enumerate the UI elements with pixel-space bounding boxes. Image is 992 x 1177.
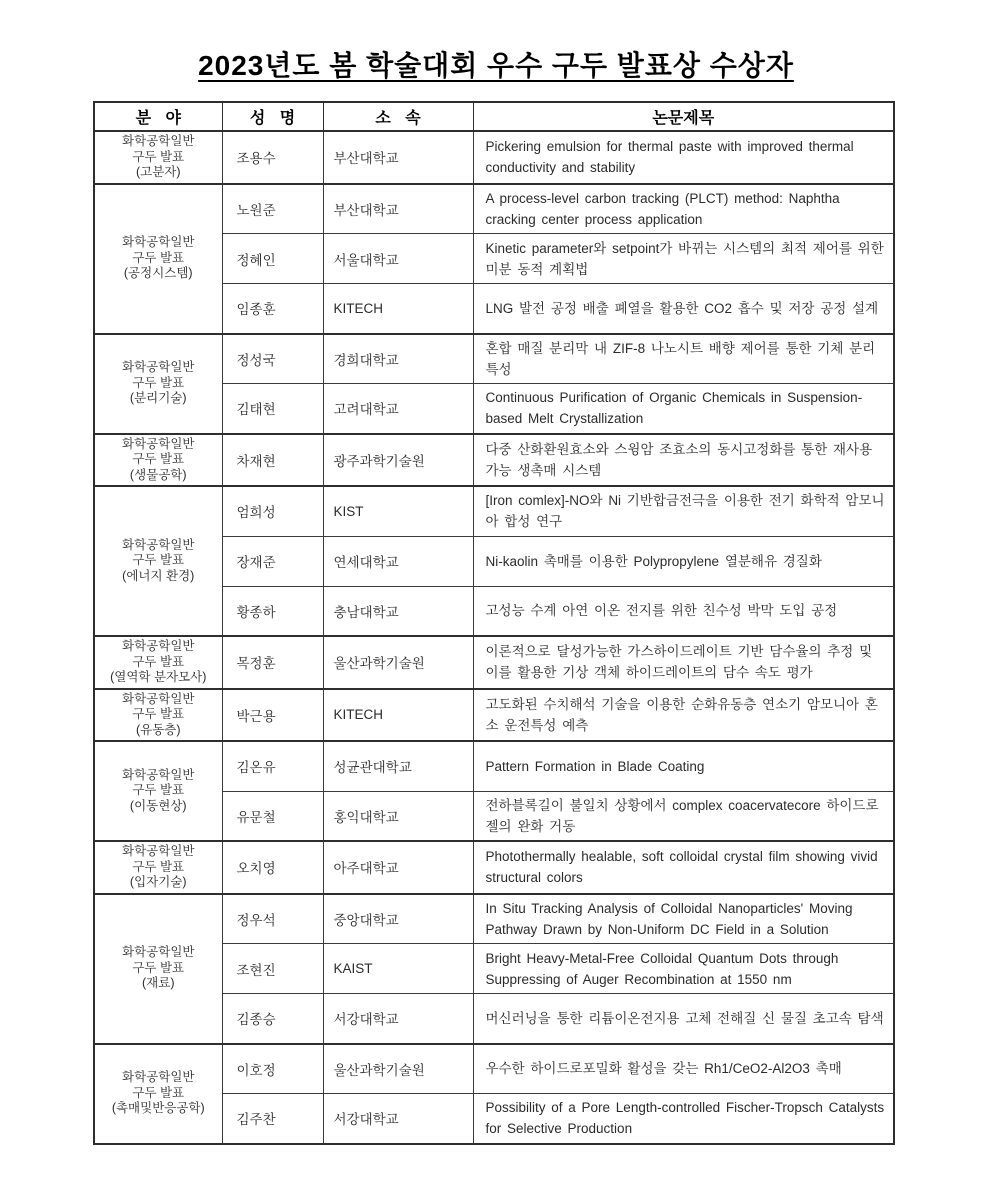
affiliation-cell: KITECH bbox=[323, 284, 473, 334]
name-cell: 노원준 bbox=[222, 184, 323, 234]
name-cell: 김종승 bbox=[222, 994, 323, 1044]
page-title: 2023년도 봄 학술대회 우수 구두 발표상 수상자 bbox=[198, 50, 794, 81]
table-row bbox=[94, 131, 894, 184]
paper-title-cell: Ni-kaolin 촉매를 이용한 Polypropylene 열분해유 경질화 bbox=[473, 536, 894, 586]
table-row bbox=[94, 1044, 894, 1094]
column-header-name: 성 명 bbox=[222, 102, 323, 131]
paper-title-cell: 이론적으로 달성가능한 가스하이드레이트 기반 담수율의 추정 및 이를 활용한 기상 객체 하이드레이트의 담수 속도 평가 bbox=[473, 636, 894, 689]
field-cell: 화학공학일반 구두 발표 (생물공학) bbox=[94, 434, 222, 487]
affiliation-cell: 연세대학교 bbox=[323, 536, 473, 586]
affiliation-cell: 아주대학교 bbox=[323, 841, 473, 894]
name-cell: 정성국 bbox=[222, 334, 323, 384]
name-cell: 황종하 bbox=[222, 586, 323, 636]
paper-title-cell: 우수한 하이드로포밀화 활성을 갖는 Rh1/CeO2-Al2O3 촉매 bbox=[473, 1044, 894, 1094]
affiliation-cell: 서강대학교 bbox=[323, 1094, 473, 1144]
paper-title-cell: Photothermally healable, soft colloidal crystal film showing vivid structural colors bbox=[473, 841, 894, 894]
column-header-affiliation: 소 속 bbox=[323, 102, 473, 131]
paper-title-cell: 전하블록길이 불일치 상황에서 complex coacervatecore 하이드로젤의 완화 거동 bbox=[473, 791, 894, 841]
paper-title-cell: Pickering emulsion for thermal paste with improved thermal conductivity and stability bbox=[473, 131, 894, 184]
award-winners-table bbox=[93, 101, 895, 1145]
field-cell: 화학공학일반 구두 발표 (분리기술) bbox=[94, 334, 222, 434]
affiliation-cell: 서강대학교 bbox=[323, 994, 473, 1044]
field-cell: 화학공학일반 구두 발표 (공정시스템) bbox=[94, 184, 222, 334]
affiliation-cell: 홍익대학교 bbox=[323, 791, 473, 841]
paper-title-cell: Pattern Formation in Blade Coating bbox=[473, 741, 894, 791]
field-cell: 화학공학일반 구두 발표 (재료) bbox=[94, 894, 222, 1044]
table-header-row bbox=[94, 102, 894, 131]
field-cell: 화학공학일반 구두 발표 (촉매및반응공학) bbox=[94, 1044, 222, 1144]
name-cell: 목정훈 bbox=[222, 636, 323, 689]
affiliation-cell: 울산과학기술원 bbox=[323, 636, 473, 689]
paper-title-cell: 고도화된 수치해석 기술을 이용한 순화유동층 연소기 암모니아 혼소 운전특성 예측 bbox=[473, 689, 894, 742]
table-row bbox=[94, 334, 894, 384]
field-cell: 화학공학일반 구두 발표 (유동층) bbox=[94, 689, 222, 742]
name-cell: 정혜인 bbox=[222, 234, 323, 284]
paper-title-cell: Kinetic parameter와 setpoint가 바뀌는 시스템의 최적 제어를 위한 미분 동적 계획법 bbox=[473, 234, 894, 284]
field-cell: 화학공학일반 구두 발표 (이동현상) bbox=[94, 741, 222, 841]
table-row bbox=[94, 741, 894, 791]
affiliation-cell: 중앙대학교 bbox=[323, 894, 473, 944]
column-header-field: 분 야 bbox=[94, 102, 222, 131]
field-cell: 화학공학일반 구두 발표 (열역학 분자모사) bbox=[94, 636, 222, 689]
field-cell: 화학공학일반 구두 발표 (고분자) bbox=[94, 131, 222, 184]
paper-title-cell: In Situ Tracking Analysis of Colloidal Nanoparticles' Moving Pathway Drawn by Non-Uniform DC Field in a Solution bbox=[473, 894, 894, 944]
affiliation-cell: 부산대학교 bbox=[323, 184, 473, 234]
affiliation-cell: 충남대학교 bbox=[323, 586, 473, 636]
affiliation-cell: 고려대학교 bbox=[323, 384, 473, 434]
affiliation-cell: 서울대학교 bbox=[323, 234, 473, 284]
name-cell: 조현진 bbox=[222, 944, 323, 994]
name-cell: 이호정 bbox=[222, 1044, 323, 1094]
field-cell: 화학공학일반 구두 발표 (에너지 환경) bbox=[94, 486, 222, 636]
name-cell: 차재현 bbox=[222, 434, 323, 487]
affiliation-cell: 성균관대학교 bbox=[323, 741, 473, 791]
name-cell: 김태현 bbox=[222, 384, 323, 434]
paper-title-cell: LNG 발전 공정 배출 폐열을 활용한 CO2 흡수 및 저장 공정 설계 bbox=[473, 284, 894, 334]
paper-title-cell: Continuous Purification of Organic Chemicals in Suspension-based Melt Crystallization bbox=[473, 384, 894, 434]
paper-title-cell: 머신러닝을 통한 리튬이온전지용 고체 전해질 신 물질 초고속 탐색 bbox=[473, 994, 894, 1044]
name-cell: 엄희성 bbox=[222, 486, 323, 536]
table-row bbox=[94, 434, 894, 487]
name-cell: 김주찬 bbox=[222, 1094, 323, 1144]
name-cell: 임종훈 bbox=[222, 284, 323, 334]
affiliation-cell: KAIST bbox=[323, 944, 473, 994]
name-cell: 정우석 bbox=[222, 894, 323, 944]
affiliation-cell: KIST bbox=[323, 486, 473, 536]
name-cell: 장재준 bbox=[222, 536, 323, 586]
affiliation-cell: 부산대학교 bbox=[323, 131, 473, 184]
table-row bbox=[94, 184, 894, 234]
affiliation-cell: 광주과학기술원 bbox=[323, 434, 473, 487]
paper-title-cell: Bright Heavy-Metal-Free Colloidal Quantum Dots through Suppressing of Auger Recombination at 1550 nm bbox=[473, 944, 894, 994]
table-row bbox=[94, 894, 894, 944]
affiliation-cell: 울산과학기술원 bbox=[323, 1044, 473, 1094]
name-cell: 박근용 bbox=[222, 689, 323, 742]
field-cell: 화학공학일반 구두 발표 (입자기술) bbox=[94, 841, 222, 894]
name-cell: 오치영 bbox=[222, 841, 323, 894]
column-header-paper-title: 논문제목 bbox=[473, 102, 894, 131]
affiliation-cell: 경희대학교 bbox=[323, 334, 473, 384]
table-row bbox=[94, 841, 894, 894]
table-row bbox=[94, 689, 894, 742]
paper-title-cell: A process-level carbon tracking (PLCT) method: Naphtha cracking center process application bbox=[473, 184, 894, 234]
name-cell: 조용수 bbox=[222, 131, 323, 184]
name-cell: 김온유 bbox=[222, 741, 323, 791]
name-cell: 유문철 bbox=[222, 791, 323, 841]
paper-title-cell: 다중 산화환원효소와 스윙암 조효소의 동시고정화를 통한 재사용 가능 생촉매 시스템 bbox=[473, 434, 894, 487]
table-row bbox=[94, 486, 894, 536]
affiliation-cell: KITECH bbox=[323, 689, 473, 742]
paper-title-cell: [Iron comlex]-NO와 Ni 기반합금전극을 이용한 전기 화학적 암모니아 합성 연구 bbox=[473, 486, 894, 536]
paper-title-cell: 혼합 매질 분리막 내 ZIF-8 나노시트 배향 제어를 통한 기체 분리 특성 bbox=[473, 334, 894, 384]
paper-title-cell: 고성능 수계 아연 이온 전지를 위한 친수성 박막 도입 공정 bbox=[473, 586, 894, 636]
table-row bbox=[94, 636, 894, 689]
paper-title-cell: Possibility of a Pore Length-controlled Fischer-Tropsch Catalysts for Selective Production bbox=[473, 1094, 894, 1144]
